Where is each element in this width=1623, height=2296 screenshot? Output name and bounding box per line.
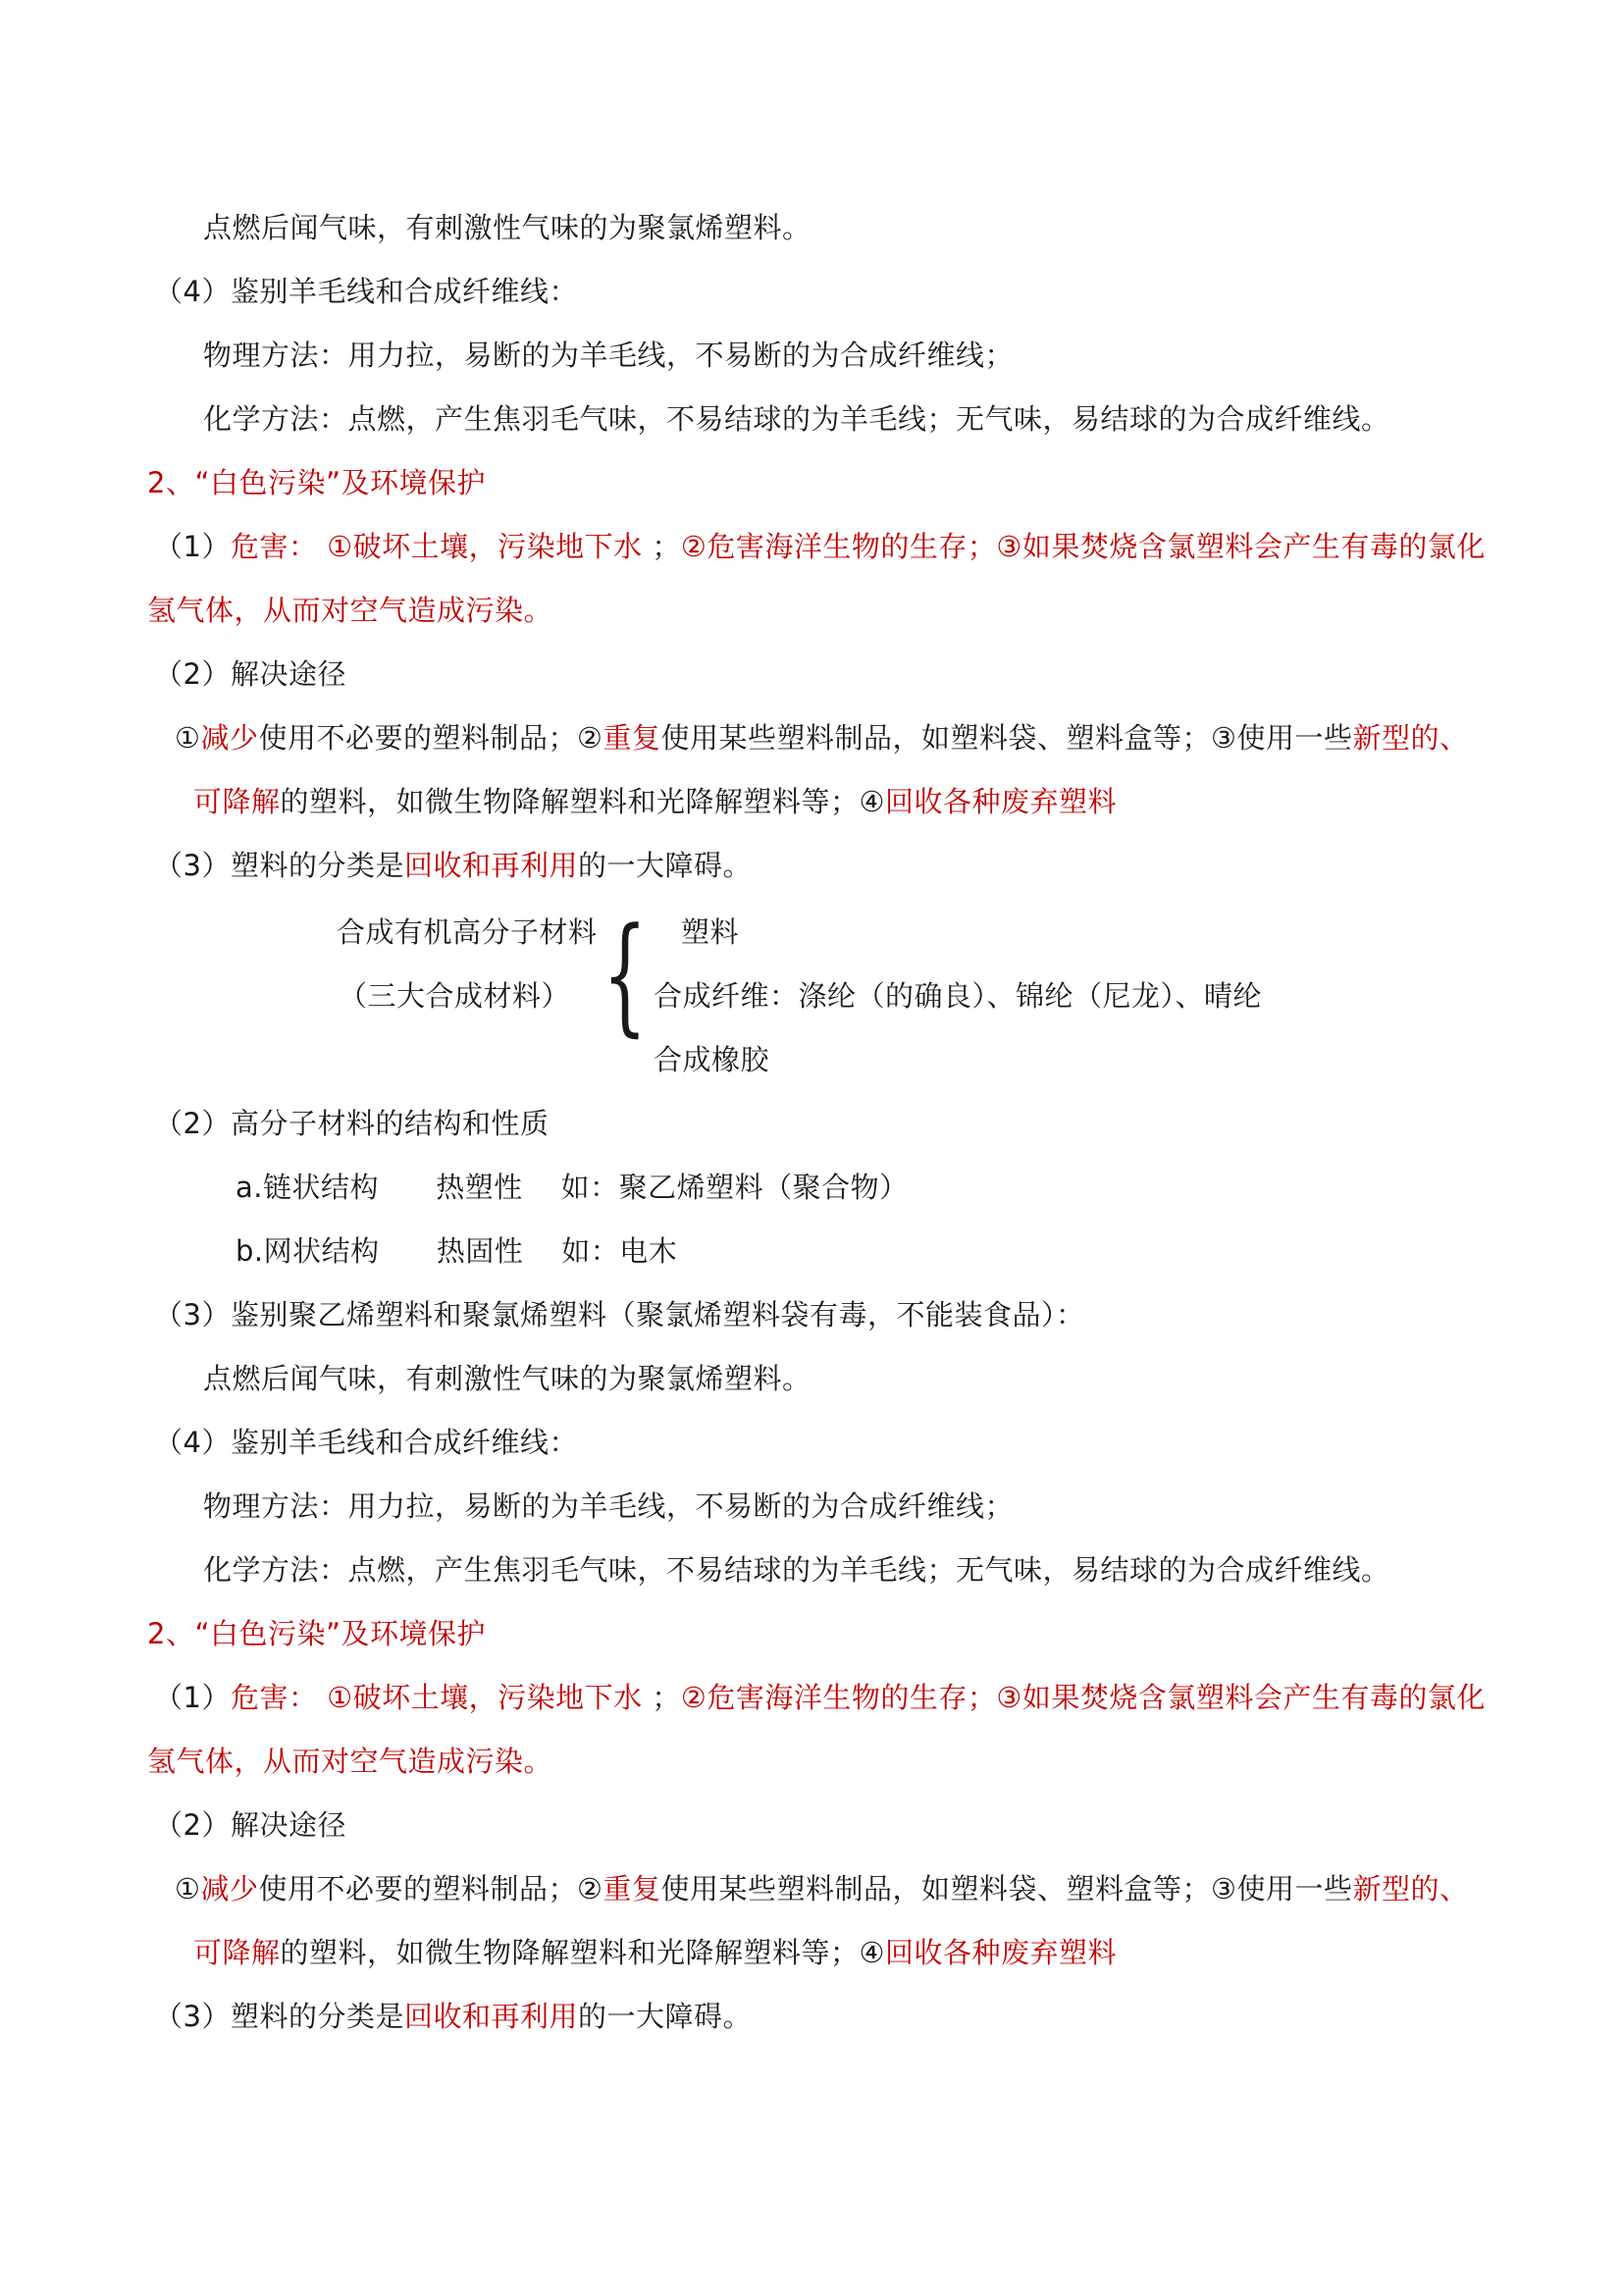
structure-network: b.网状结构 热固性 如：电木 xyxy=(236,1234,678,1268)
solution-line-1-2 xyxy=(175,1869,1469,1908)
harm-item-3: ③如果焚烧含氯塑料会产生有毒的氯化 xyxy=(996,1681,1486,1714)
classify-text-a: （3）塑料的分类是 xyxy=(154,849,404,882)
pvc-smell-text-2: 点燃后闻气味，有刺激性气味的为聚氯烯塑料。 xyxy=(203,1362,812,1395)
solution-heading-2: （2）解决途径 xyxy=(154,1808,346,1842)
white-pollution-heading-2: 2、“白色污染”及环境保护 xyxy=(147,1617,486,1650)
white-pollution-heading: 2、“白色污染”及环境保护 xyxy=(147,466,486,499)
classify-recycle: 回收和再利用 xyxy=(403,2000,578,2033)
harm-continuation-2: 氢气体，从而对空气造成污染。 xyxy=(147,1745,553,1778)
solution-recycle: 回收各种废弃塑料 xyxy=(885,1936,1118,1969)
solution-text-2: 使用某些塑料制品，如塑料袋、塑料盒等；③使用一些 xyxy=(660,721,1353,755)
identify-pvc-heading: （3）鉴别聚乙烯塑料和聚氯烯塑料（聚氯烯塑料袋有毒，不能装食品）： xyxy=(154,1298,1085,1331)
wool-physical-method-2: 物理方法：用力拉，易断的为羊毛线，不易断的为合成纤维线； xyxy=(203,1489,1015,1523)
harm-label: 危害： xyxy=(230,530,318,563)
wool-heading: （4）鉴别羊毛线和合成纤维线： xyxy=(154,275,578,308)
taxonomy-left-bottom: （三大合成材料） xyxy=(339,979,571,1013)
harm-label: 危害： xyxy=(230,1681,318,1714)
solution-num-1: ① xyxy=(175,1872,201,1905)
taxonomy-fiber: 合成纤维：涤纶（的确良）、锦纶（尼龙）、晴纶 xyxy=(654,979,1263,1013)
taxonomy-left-top: 合成有机高分子材料 xyxy=(337,915,598,949)
harm-item-1: ①破坏土壤，污染地下水 xyxy=(327,530,643,563)
classify-recycle: 回收和再利用 xyxy=(403,849,578,882)
solution-reuse: 重复 xyxy=(602,1872,661,1905)
classify-text-a: （3）塑料的分类是 xyxy=(154,2000,404,2033)
structure-chain: a.链状结构 热塑性 如：聚乙烯塑料（聚合物） xyxy=(236,1171,909,1204)
pvc-smell-text: 点燃后闻气味，有刺激性气味的为聚氯烯塑料。 xyxy=(203,211,812,244)
solution-line-2 xyxy=(193,782,1117,821)
solution-degradable: 可降解 xyxy=(193,1936,281,1969)
classify-line xyxy=(154,846,752,885)
solution-text-1: 使用不必要的塑料制品；② xyxy=(258,721,603,755)
solution-new-type: 新型的、 xyxy=(1352,721,1469,755)
structure-heading: （2）高分子材料的结构和性质 xyxy=(154,1107,550,1140)
harm-sep: ； xyxy=(652,1681,681,1714)
harm-prefix: （1） xyxy=(154,530,231,563)
harm-item-1: ①破坏土壤，污染地下水 xyxy=(327,1681,643,1714)
harm-line xyxy=(154,527,1486,566)
wool-heading-2: （4）鉴别羊毛线和合成纤维线： xyxy=(154,1426,578,1459)
wool-physical-method: 物理方法：用力拉，易断的为羊毛线，不易断的为合成纤维线； xyxy=(203,339,1015,372)
classify-line-2 xyxy=(154,1997,752,2036)
classify-text-b: 的一大障碍。 xyxy=(577,849,752,882)
harm-sep: ； xyxy=(652,530,681,563)
harm-item-2: ②危害海洋生物的生存； xyxy=(680,1681,997,1714)
harm-continuation: 氢气体，从而对空气造成污染。 xyxy=(147,594,553,627)
solution-num-1: ① xyxy=(175,721,201,755)
curly-brace-icon: { xyxy=(602,900,648,1049)
solution-new-type: 新型的、 xyxy=(1352,1872,1469,1905)
wool-chemical-method: 化学方法：点燃，产生焦羽毛气味，不易结球的为羊毛线；无气味，易结球的为合成纤维线。 xyxy=(203,402,1390,436)
solution-text-1: 使用不必要的塑料制品；② xyxy=(258,1872,603,1905)
solution-text-3: 的塑料，如微生物降解塑料和光降解塑料等；④ xyxy=(280,1936,886,1969)
classify-text-b: 的一大障碍。 xyxy=(577,2000,752,2033)
solution-reuse: 重复 xyxy=(602,721,661,755)
wool-chemical-method-2: 化学方法：点燃，产生焦羽毛气味，不易结球的为羊毛线；无气味，易结球的为合成纤维线。 xyxy=(203,1553,1390,1587)
solution-text-2: 使用某些塑料制品，如塑料袋、塑料盒等；③使用一些 xyxy=(660,1872,1353,1905)
taxonomy-plastic: 塑料 xyxy=(681,915,740,949)
harm-prefix: （1） xyxy=(154,1681,231,1714)
solution-line-2-2 xyxy=(193,1933,1117,1972)
solution-recycle: 回收各种废弃塑料 xyxy=(885,785,1118,818)
solution-reduce: 减少 xyxy=(200,721,259,755)
solution-degradable: 可降解 xyxy=(193,785,281,818)
solution-line-1 xyxy=(175,718,1469,757)
solution-heading: （2）解决途径 xyxy=(154,657,346,691)
harm-item-3: ③如果焚烧含氯塑料会产生有毒的氯化 xyxy=(996,530,1486,563)
harm-line-2 xyxy=(154,1678,1486,1717)
solution-reduce: 减少 xyxy=(200,1872,259,1905)
taxonomy-rubber: 合成橡胶 xyxy=(654,1043,770,1076)
solution-text-3: 的塑料，如微生物降解塑料和光降解塑料等；④ xyxy=(280,785,886,818)
harm-item-2: ②危害海洋生物的生存； xyxy=(680,530,997,563)
